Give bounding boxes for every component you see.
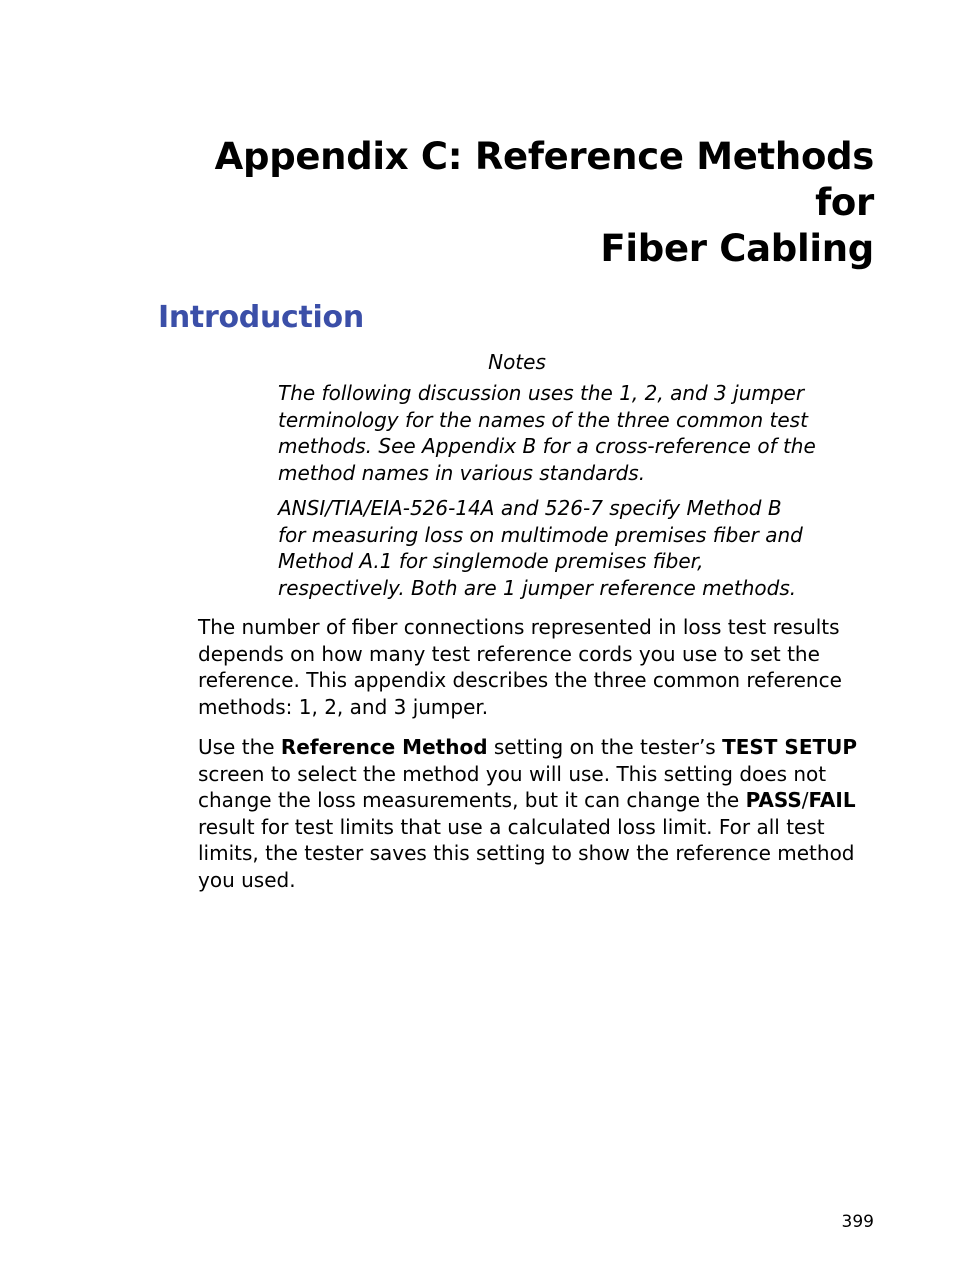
chapter-title-line-2: Fiber Cabling <box>600 227 874 270</box>
paragraph-line: screen to select the method you will use. This setting does not <box>198 761 827 786</box>
note-2 <box>278 495 808 601</box>
paragraph-line: you used. <box>198 867 296 892</box>
paragraph-line <box>198 734 888 761</box>
body-paragraph-2 <box>198 734 888 893</box>
paragraph-line: methods: 1, 2, and 3 jumper. <box>198 694 489 719</box>
notes-label: Notes <box>488 350 546 374</box>
text-run: setting on the tester’s <box>487 735 723 759</box>
paragraph-line: The number of fiber connections represented in loss test results <box>198 615 840 639</box>
text-run: change the loss measurements, but it can change the <box>198 788 746 812</box>
screen-name-test-setup: TEST SETUP <box>722 735 858 759</box>
paragraph-line: result for test limits that use a calculated loss limit. For all test <box>198 814 825 839</box>
body-paragraph-1 <box>198 614 888 720</box>
note-2-line: Method A.1 for singlemode premises fiber, <box>278 549 704 573</box>
note-1-line: The following discussion uses the 1, 2, and 3 jumper <box>278 381 805 405</box>
text-run: Use the <box>198 735 281 759</box>
setting-name-reference-method: Reference Method <box>280 735 488 759</box>
note-2-line: respectively. Both are 1 jumper reference methods. <box>278 575 797 600</box>
note-1 <box>278 380 816 486</box>
note-1-line: method names in various standards. <box>278 460 646 485</box>
result-pass: PASS <box>745 788 802 812</box>
section-heading-introduction: Introduction <box>158 300 364 335</box>
paragraph-line: reference. This appendix describes the three common reference <box>198 668 842 692</box>
paragraph-line: depends on how many test reference cords you use to set the <box>198 641 820 666</box>
note-1-line: terminology for the names of the three common test <box>278 407 808 432</box>
note-2-line: for measuring loss on multimode premises fiber and <box>278 522 803 547</box>
text-run: / <box>801 788 809 812</box>
paragraph-line: limits, the tester saves this setting to show the reference method <box>198 841 855 865</box>
page-number: 399 <box>841 1212 874 1232</box>
chapter-title <box>154 134 874 272</box>
paragraph-line <box>198 787 888 814</box>
chapter-title-line-1: Appendix C: Reference Methods for <box>214 135 874 224</box>
result-fail: FAIL <box>808 788 856 812</box>
note-1-line: methods. See Appendix B for a cross-reference of the <box>278 434 816 458</box>
note-2-line: ANSI/TIA/EIA-526-14A and 526-7 specify Method B <box>278 496 782 520</box>
